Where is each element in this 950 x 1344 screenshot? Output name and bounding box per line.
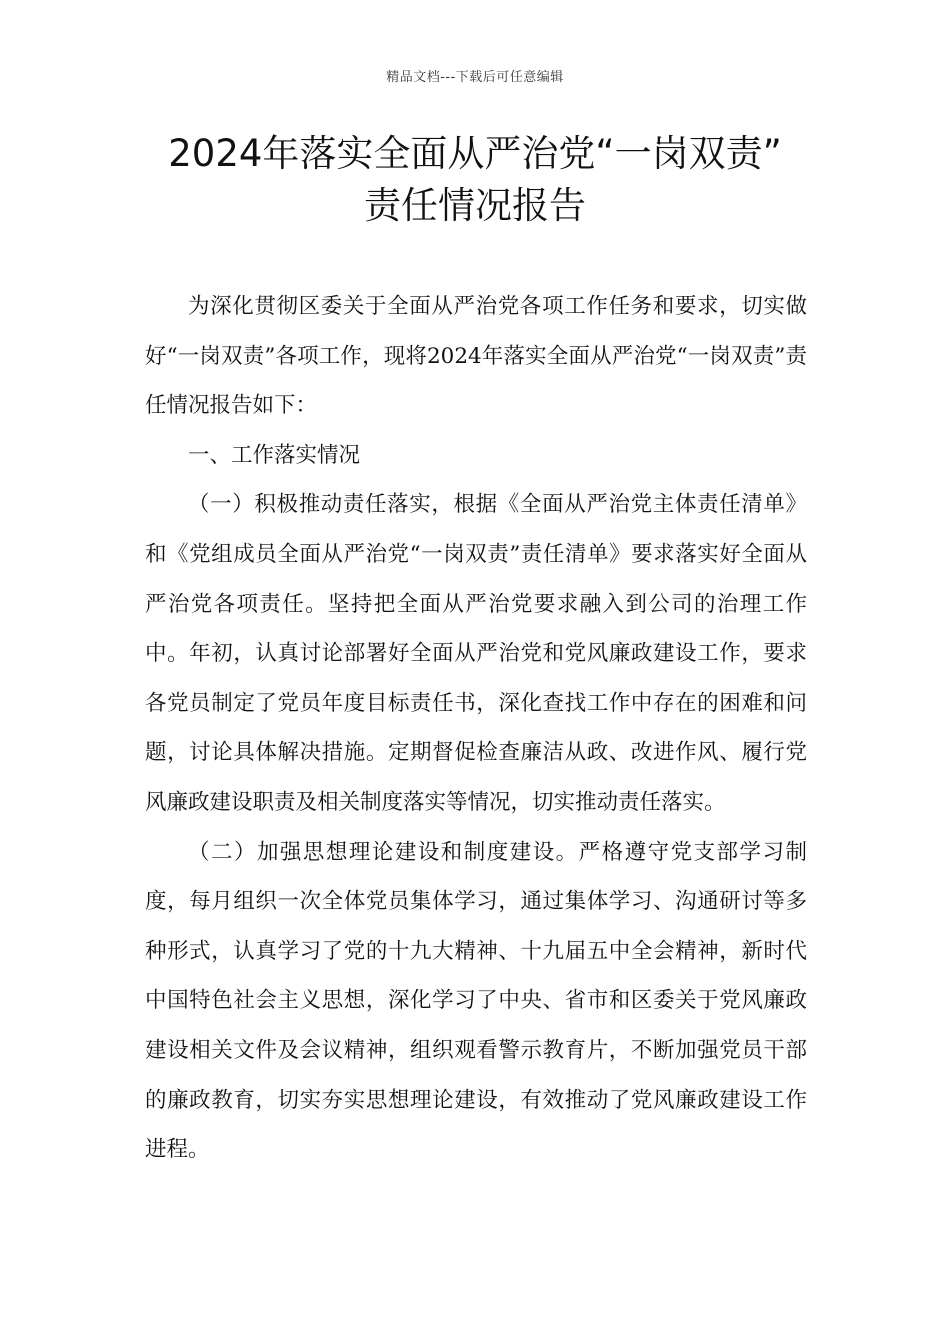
- title-line-2: 责任情况报告: [364, 184, 586, 227]
- section-heading: 一、工作落实情况: [188, 442, 361, 468]
- header-note: 精品文档---下载后可任意编辑: [386, 70, 564, 85]
- document-body: [145, 282, 807, 1175]
- document-title: [60, 128, 890, 232]
- intro-paragraph: 为深化贯彻区委关于全面从严治党各项工作任务和要求，切实做好“一岗双责”各项工作，现将2024年落实全面从严治党“一岗双责”责任情况报告如下：: [145, 294, 807, 419]
- paragraph-1: （一）积极推动责任落实，根据《全面从严治党主体责任清单》和《党组成员全面从严治党“一岗双责”责任清单》要求落实好全面从严治党各项责任。坚持把全面从严治党要求融入到公司的治理工作中。年初，认真讨论部署好全面从严治党和党风廉政建设工作，要求各党员制定了党员年度目标责任书，深化查找工作中存在的困难和问题，讨论具体解决措施。定期督促检查廉洁从政、改进作风、履行党风廉政建设职责及相关制度落实等情况，切实推动责任落实。: [145, 492, 807, 815]
- paragraph-2: （二）加强思想理论建设和制度建设。严格遵守党支部学习制度，每月组织一次全体党员集体学习，通过集体学习、沟通研讨等多种形式，认真学习了党的十九大精神、十九届五中全会精神，新时代中国特色社会主义思想，深化学习了中央、省市和区委关于党风廉政建设相关文件及会议精神，组织观看警示教育片，不断加强党员干部的廉政教育，切实夯实思想理论建设，有效推动了党风廉政建设工作进程。: [145, 839, 807, 1163]
- title-line-1: 2024年落实全面从严治党“一岗双责”: [168, 132, 782, 175]
